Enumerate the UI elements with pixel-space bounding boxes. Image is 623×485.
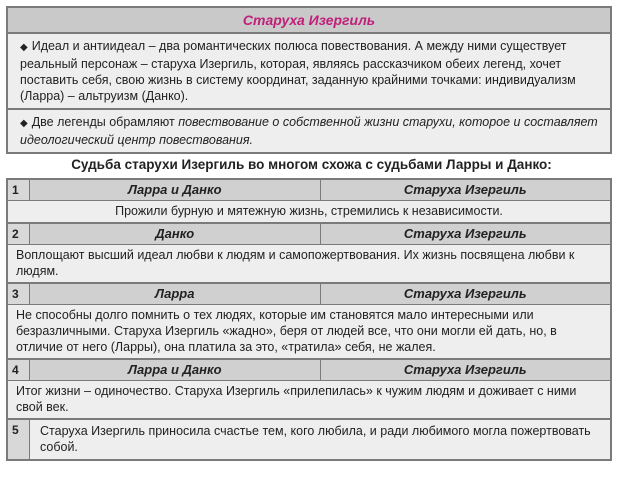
table-row xyxy=(8,180,610,222)
intro-box xyxy=(6,6,612,154)
row-header xyxy=(8,284,610,304)
row-number: 2 xyxy=(8,224,30,244)
intro-paragraph-2-italic: повествование о собственной жизни старухи, которое и составляет идеологический центр повествования. xyxy=(20,115,598,147)
table-row xyxy=(8,222,610,282)
table-row xyxy=(8,358,610,418)
row-header xyxy=(8,224,610,244)
page-title: Старуха Изергиль xyxy=(8,8,610,34)
row-header xyxy=(8,360,610,380)
intro-paragraph-2 xyxy=(8,108,610,152)
row-left-heading: Ларра и Данко xyxy=(30,180,320,200)
row-text: Старуха Изергиль приносила счастье тем, кого любила, и ради любимого могла пожертвовать собой. xyxy=(40,424,591,454)
row-header xyxy=(8,180,610,200)
row-right-heading: Старуха Изергиль xyxy=(320,224,611,244)
diamond-bullet-icon: ◆ xyxy=(20,118,28,129)
row-right-heading: Старуха Изергиль xyxy=(320,284,611,304)
row-number: 5 xyxy=(8,420,30,459)
row-number: 4 xyxy=(8,360,30,380)
row-text: Прожили бурную и мятежную жизнь, стремились к независимости. xyxy=(8,200,610,222)
diamond-bullet-icon: ◆ xyxy=(20,42,28,53)
row-number: 1 xyxy=(8,180,30,200)
intro-paragraph-2-text: Две легенды обрамляют xyxy=(31,115,179,129)
row-text: Итог жизни – одиночество. Старуха Изергиль «прилепилась» к чужим людям и доживает с ними свой век. xyxy=(8,380,610,418)
row-right-heading: Старуха Изергиль xyxy=(320,360,611,380)
intro-paragraph-1 xyxy=(8,34,610,108)
row-right-heading: Старуха Изергиль xyxy=(320,180,611,200)
table-row xyxy=(8,282,610,358)
row-text: Воплощают высший идеал любви к людям и самопожертвования. Их жизнь посвящена любви к людям. xyxy=(8,244,610,282)
row-left-heading: Ларра xyxy=(30,284,320,304)
row-number: 3 xyxy=(8,284,30,304)
row-left-heading: Данко xyxy=(30,224,320,244)
comparison-subtitle: Судьба старухи Изергиль во многом схожа с судьбами Ларры и Данко: xyxy=(71,157,552,172)
table-row xyxy=(8,418,610,459)
row-text: Не способны долго помнить о тех людях, которые им становятся мало интересными или безразличными. Старуха Изергиль «жадно», беря от людей все, что они могли ей дать, но, в отличие от него (Ларры), она платила за это, «тратила» себя, не жалея. xyxy=(8,304,610,358)
intro-paragraph-1-text: Идеал и антиидеал – два романтических полюса повествования. А между ними существует реальный персонаж – старуха Изергиль, которая, являясь рассказчиком обеих легенд, хочет поставить себя, свою жизнь в систему координат, заданную крайними точками: индивидуализм (Ларра) – альтруизм (Данко). xyxy=(20,39,576,103)
comparison-table xyxy=(6,178,612,461)
row-left-heading: Ларра и Данко xyxy=(30,360,320,380)
